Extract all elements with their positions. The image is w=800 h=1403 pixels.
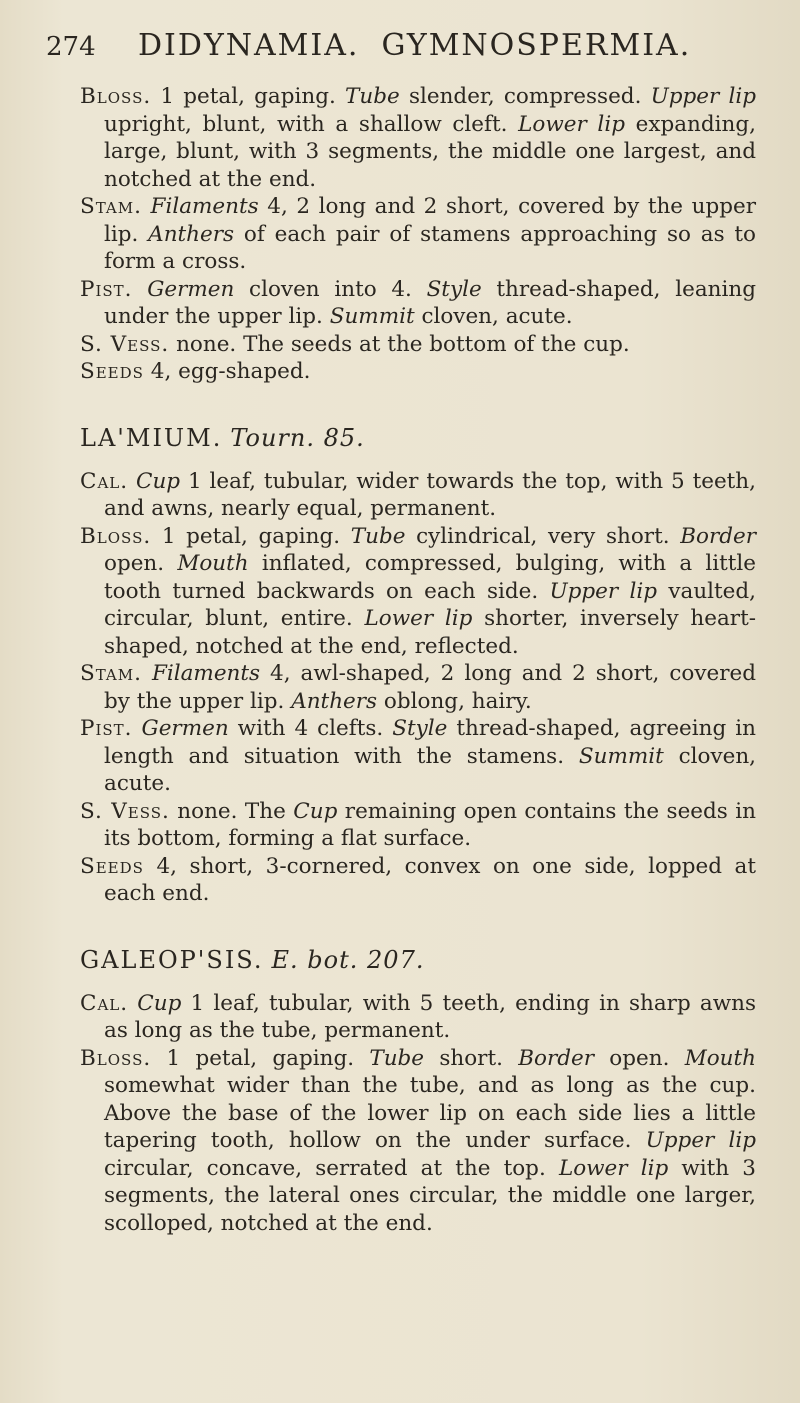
entry-term: Filaments bbox=[150, 194, 259, 219]
entry-text: open. bbox=[104, 551, 178, 576]
entry-bloss bbox=[80, 1045, 756, 1238]
entry-bloss bbox=[80, 523, 756, 661]
entry-term: Anthers bbox=[148, 221, 235, 247]
entry-text: thread-shaped, agreeing in length and situation with the stamens. bbox=[104, 716, 756, 769]
entry-text: 4, awl-shaped, 2 long and 2 short, covered by the upper lip. bbox=[104, 661, 756, 714]
genus-name: GALEOP'SIS. bbox=[80, 945, 264, 974]
entry-cal bbox=[80, 468, 756, 523]
entry-text: shorter, inversely heart-shaped, notched at the end, reflected. bbox=[104, 606, 756, 659]
entry-text: 1 leaf, tubular, wider towards the top, with 5 teeth, and awns, nearly equal, permanent. bbox=[104, 468, 756, 521]
entry-label: Bloss. bbox=[80, 1045, 152, 1071]
entry-label: Stam. bbox=[80, 194, 142, 219]
entry-text: 4, egg-shaped. bbox=[143, 359, 311, 384]
genus-heading-lamium bbox=[80, 424, 756, 452]
entry-label: Seeds bbox=[80, 359, 144, 384]
entry-label: Bloss. bbox=[80, 84, 152, 109]
entry-text: thread-shaped, leaning under the upper lip. bbox=[104, 276, 756, 329]
entry-term: Mouth bbox=[684, 1045, 757, 1071]
running-title bbox=[138, 28, 691, 63]
entry-label: Pist. bbox=[80, 716, 133, 741]
entry-term: Style bbox=[392, 716, 448, 741]
entry-label: S. Vess. bbox=[80, 798, 170, 824]
class-name: DIDYNAMIA. bbox=[138, 28, 360, 63]
entry-text: oblong, hairy. bbox=[377, 688, 532, 714]
section-lamium bbox=[80, 468, 756, 908]
entry-term: Germen bbox=[141, 716, 229, 741]
entry-term: Germen bbox=[147, 276, 235, 302]
order-name: GYMNOSPERMIA. bbox=[381, 28, 692, 63]
entry-pist bbox=[80, 715, 756, 798]
entry-term: Mouth bbox=[177, 551, 249, 576]
entry-text: 4, 2 long and 2 short, covered by the upper lip. bbox=[104, 194, 756, 247]
entry-term: Style bbox=[426, 276, 482, 302]
entry-text: 1 petal, gaping. bbox=[151, 1045, 370, 1071]
entry-text: of each pair of stamens approaching so as to form a cross. bbox=[104, 221, 756, 274]
entry-term: Tube bbox=[369, 1045, 425, 1071]
entry-pist bbox=[80, 276, 756, 331]
section-continued bbox=[80, 83, 756, 386]
entry-seeds bbox=[80, 853, 756, 908]
entry-term: Filaments bbox=[151, 661, 261, 686]
entry-term: Border bbox=[680, 523, 756, 549]
entry-label: S. Vess. bbox=[80, 331, 170, 357]
entry-term: Lower lip bbox=[364, 606, 473, 631]
entry-term: Lower lip bbox=[518, 111, 625, 137]
genus-authority: Tourn. 85. bbox=[230, 423, 365, 452]
entry-term: Cup bbox=[137, 990, 182, 1016]
entry-svess bbox=[80, 798, 756, 853]
entry-text: none. The seeds at the bottom of the cup. bbox=[169, 331, 630, 357]
entry-term: Border bbox=[518, 1045, 595, 1071]
entry-text: circular, concave, serrated at the top. bbox=[104, 1155, 559, 1181]
entry-label: Stam. bbox=[80, 661, 142, 686]
entry-term: Cup bbox=[136, 468, 181, 494]
entry-bloss bbox=[80, 83, 756, 193]
entry-text: cloven, acute. bbox=[414, 304, 573, 329]
genus-heading-galeopsis bbox=[80, 946, 756, 974]
entry-label: Cal. bbox=[80, 468, 129, 494]
section-galeopsis bbox=[80, 990, 756, 1238]
entry-text: somewhat wider than the tube, and as long as the cup. Above the base of the lower lip on each side lies a little tapering tooth, hollow on the under surface. bbox=[104, 1073, 756, 1153]
entry-term: Upper lip bbox=[549, 578, 658, 604]
entry-text: none. The bbox=[169, 798, 294, 824]
genus-authority: E. bot. 207. bbox=[271, 945, 425, 974]
entry-text: cloven into 4. bbox=[234, 276, 427, 302]
entry-text: cylindrical, very short. bbox=[405, 523, 681, 549]
entry-text: inflated, compressed, bulging, with a little tooth turned backwards on each side. bbox=[104, 551, 756, 604]
entry-term: Summit bbox=[578, 743, 664, 769]
entry-label: Seeds bbox=[80, 853, 144, 879]
entry-term: Lower lip bbox=[558, 1155, 669, 1181]
entry-text: upright, blunt, with a shallow cleft. bbox=[104, 111, 519, 137]
entry-svess bbox=[80, 331, 756, 359]
entry-label: Cal. bbox=[80, 990, 129, 1016]
entry-term: Upper lip bbox=[650, 84, 757, 109]
entry-text: with 4 clefts. bbox=[228, 716, 393, 741]
entry-text: 1 petal, gaping. bbox=[151, 523, 351, 549]
entry-text: slender, compressed. bbox=[399, 84, 651, 109]
entry-text: remaining open contains the seeds in its bottom, forming a flat surface. bbox=[104, 798, 756, 851]
entry-stam bbox=[80, 660, 756, 715]
entry-term: Cup bbox=[293, 798, 338, 824]
page-number: 274 bbox=[46, 32, 96, 62]
genus-name: LA'MIUM. bbox=[80, 423, 223, 452]
entry-cal bbox=[80, 990, 756, 1045]
entry-term: Tube bbox=[345, 84, 400, 109]
entry-term: Anthers bbox=[291, 688, 378, 714]
entry-text: 1 leaf, tubular, with 5 teeth, ending in sharp awns as long as the tube, permanent. bbox=[104, 990, 756, 1043]
entry-text: vaulted, circular, blunt, entire. bbox=[104, 578, 756, 631]
entry-text: cloven, acute. bbox=[104, 743, 757, 796]
entry-text: expanding, large, blunt, with 3 segments, the middle one largest, and notched at the end. bbox=[104, 111, 756, 192]
entry-text: short. bbox=[424, 1045, 519, 1071]
entry-stam bbox=[80, 193, 756, 276]
entry-label: Pist. bbox=[80, 276, 133, 302]
entry-seeds bbox=[80, 358, 756, 386]
entry-term: Upper lip bbox=[645, 1128, 757, 1153]
entry-text: open. bbox=[594, 1045, 685, 1071]
entry-text: 4, short, 3-cornered, convex on one side, lopped at each end. bbox=[104, 853, 756, 906]
running-head bbox=[46, 28, 756, 63]
entry-term: Tube bbox=[350, 523, 406, 549]
entry-text: 1 petal, gaping. bbox=[151, 84, 346, 109]
entry-term: Summit bbox=[329, 304, 415, 329]
entry-label: Bloss. bbox=[80, 523, 152, 549]
entry-text: with 3 segments, the lateral ones circular, the middle one larger, scolloped, notched at the end. bbox=[104, 1155, 756, 1236]
